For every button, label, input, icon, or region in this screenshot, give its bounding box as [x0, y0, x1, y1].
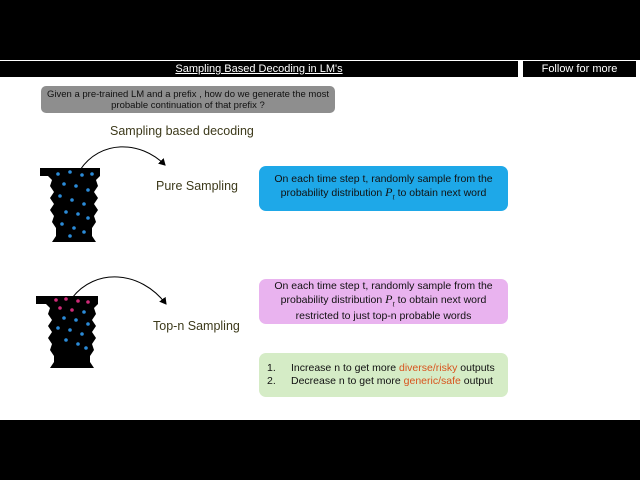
token-dot [72, 226, 76, 230]
token-dot [68, 234, 72, 238]
token-dot [74, 184, 78, 188]
column-pillar-icon [36, 296, 98, 368]
token-dot [76, 299, 80, 303]
pure-sampling-label: Pure Sampling [156, 179, 238, 193]
token-dot [76, 212, 80, 216]
token-dot [82, 202, 86, 206]
token-dot [64, 210, 68, 214]
token-dot [58, 194, 62, 198]
token-dot [76, 342, 80, 346]
token-dot [84, 346, 88, 350]
slide-title: Sampling Based Decoding in LM's [0, 61, 518, 77]
token-dot [70, 198, 74, 202]
token-dot [82, 230, 86, 234]
token-dot [74, 318, 78, 322]
topn-sampling-label: Top-n Sampling [153, 319, 240, 333]
token-dot [68, 328, 72, 332]
token-dot [80, 332, 84, 336]
token-dot [86, 216, 90, 220]
token-dot [58, 306, 62, 310]
follow-for-more-button[interactable]: Follow for more [523, 61, 636, 77]
pure-sampling-description: On each time step t, randomly sample from the probability distribution $P_t$ to obtain next word [259, 166, 508, 211]
token-dot [64, 297, 68, 301]
token-dot [90, 172, 94, 176]
token-dot [68, 170, 72, 174]
token-dot [64, 338, 68, 342]
sampling-arrow [80, 147, 165, 170]
token-dot [82, 310, 86, 314]
question-callout: Given a pre-trained LM and a prefix , how do we generate the most probable continuation of that prefix ? [41, 86, 335, 113]
prob-dist-symbol: $P_t$ [385, 185, 395, 202]
token-dot [54, 298, 58, 302]
tip-item: 1. Increase n to get more diverse/risky outputs [267, 362, 495, 374]
token-dot [56, 172, 60, 176]
column-pillar-icon [40, 168, 100, 242]
token-dot [86, 322, 90, 326]
token-dot [56, 326, 60, 330]
token-dot [62, 182, 66, 186]
tip-item: 2. Decrease n to get more generic/safe output [267, 375, 493, 387]
prob-dist-symbol: $P_t$ [385, 291, 395, 309]
token-dot [60, 222, 64, 226]
topn-sampling-description: On each time step t, randomly sample from the probability distribution $P_t$ to obtain next word restricted to just top-n probable words [259, 279, 508, 324]
token-dot [80, 173, 84, 177]
token-dot [70, 308, 74, 312]
section-heading: Sampling based decoding [110, 124, 254, 138]
token-dot [62, 316, 66, 320]
token-dot [86, 300, 90, 304]
token-dot [86, 188, 90, 192]
